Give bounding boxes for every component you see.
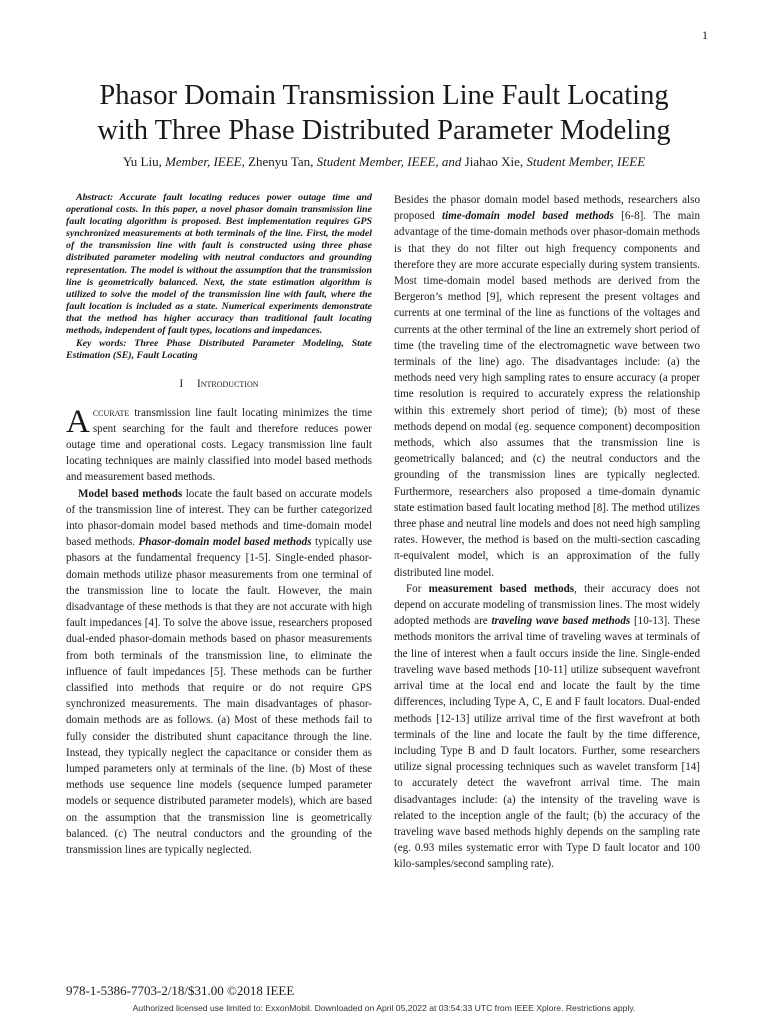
left-column	[66, 192, 372, 858]
author-1: Yu Liu,	[122, 154, 166, 169]
copyright-notice: 978-1-5386-7703-2/18/$31.00 ©2018 IEEE	[66, 983, 295, 998]
title-line-2: with Three Phase Distributed Parameter Modeling	[97, 115, 671, 146]
author-separator-1: , Zhenyu Tan,	[241, 154, 317, 169]
right-paragraph-2-text-3: [10-13]. These methods monitors the arrival time of traveling waves at terminals of the line of interest when a fault occurs inside the line. Single-ended traveling wave based methods [10-11] utilize subsequent wavefront arrival time at the local end and locate the fault by the time differences, including Type A, C, E and F fault locators. Dual-ended methods [12-13] utilize arrival time of the first wavefront at both terminals of the line and locate the fault by the time difference, including Type B and D fault locators. Further, some researchers utilize signal processing techniques such as wavelet transform [14] to accurately detect the wavefront arrival time. The main disadvantages include: (a) the intensity of the traveling wave is related to the inception angle of the fault; (b) the accuracy of the traveling wave based methods highly depends on the sampling rate (eg. 0.93 miles systematic error with Type D fault locator and 100 kilo-samples/second sampling rate).	[394, 615, 701, 871]
term-traveling-wave-methods: traveling wave based methods	[491, 615, 631, 628]
page-number: 1	[702, 28, 708, 42]
right-paragraph-1	[394, 192, 700, 581]
right-paragraph-2-text-1: For	[406, 582, 429, 595]
keywords: Key words: Three Phase Distributed Parameter Modeling, State Estimation (SE), Fault Locating	[66, 338, 372, 362]
intro-first-word: ccurate	[92, 406, 130, 419]
section-title: Introduction	[197, 378, 259, 391]
section-number: I	[179, 378, 184, 391]
author-list	[40, 154, 728, 170]
term-model-based-methods: Model based methods	[78, 487, 183, 500]
intro-paragraph-1-text: transmission line fault locating minimizes the time spent searching for the fault and therefore reduces power outage time and operational costs. Legacy transmission line fault locating techniques are mainly classified into model based methods and measurement based methods.	[66, 406, 372, 484]
term-time-domain-methods: time-domain model based methods	[442, 210, 614, 223]
section-heading-introduction	[66, 376, 372, 392]
authorized-use-notice: Authorized licensed use limited to: ExxonMobil. Downloaded on April 05,2022 at 03:54:33 UTC from IEEE Xplore. Restrictions apply.	[132, 1003, 636, 1013]
right-paragraph-2-text-2: , their accuracy does not depend on accurate modeling of transmission lines. The most widely adopted methods are	[394, 582, 700, 628]
right-paragraph-1-text-2: [6-8]. The main advantage of the time-domain methods over phasor-domain methods is that they do not filter out high frequency components and therefore they are more accurate especially during system transients. Most time-domain model based methods are derived from the Bergeron’s method [9], which represent the present voltages and currents at one terminal of the line as functions of the voltages and currents at the other terminal of the line an extremely short period of time (the traveling time of the electromagnetic wave between two terminals of the line) ago. The disadvantages include: (a) the methods need very high sampling rates to ensure accuracy (a proper time resolution is required to accurately express the relationship within this extremely short period of time); (b) most of these methods depend on modal (eg. sequence component) decomposition methods, which also assumes that the transmission line is geometrically balanced; and (c) the neutral conductors and the grounding of the transmission lines are typically neglected. Furthermore, researchers also proposed a time-domain dynamic state estimation based fault locating method [8]. The method utilizes three phase and neutral line models and does not need high sampling rates. However, the method is based on the multi-section cascading π-equivalent model, which is an approximation of the fully distributed line model.	[394, 210, 700, 579]
drop-cap: A	[66, 403, 90, 440]
paper-title	[40, 78, 728, 148]
right-paragraph-2	[394, 581, 700, 873]
intro-paragraph-2-text-2: typically use phasors at the fundamental frequency [1-5]. Single-ended phasor-domain methods utilize phasor measurements from one terminal of the transmission line to locate the fault. However, the main disadvantage of these methods is that they are not accurate with high fault impedances [4]. To solve the above issue, researchers proposed dual-ended phasor-domain methods based on phasor measurements from both terminals of the transmission line, to eliminate the influence of fault impedances [5]. These methods can be further classified into methods that require or do not require GPS synchronized measurements. The main disadvantages of phasor-domain methods are as follows. (a) Most of these methods fail to fully consider the distributed shunt capacitance through the line. Instead, they typically neglect the capacitance or consider them as lumped parameters only at terminals of the line. (b) Most of these methods use sequence line models (sequence lumped parameter models or sequence distributed parameter models), which are based on the assumption that the transmission line is geometrically balanced. (c) The neutral conductors and the grounding of the transmission lines are typically neglected.	[66, 536, 372, 856]
author-3-role: Student Member, IEEE	[526, 154, 646, 169]
abstract: Abstract: Accurate fault locating reduces power outage time and operational costs. In this paper, a novel phasor domain transmission line fault locating algorithm is proposed. Best implementation requires GPS synchronized measurements at both terminals of the line. First, the model of the transmission line with fault is constructed using three phase distributed parameter modeling with neutral conductors and grounding representation. The model is without the assumption that the transmission line is geometrically balanced. Next, the state estimation algorithm is utilized to solve the model of the transmission line with fault, where the fault location is included as a state. Numerical experiments demonstrate that the method has higher accuracy than traditional fault locating methods, independent of fault types, locations and impedances.	[66, 192, 372, 337]
term-measurement-based-methods: measurement based methods	[428, 582, 575, 595]
term-phasor-domain-methods: Phasor-domain model based methods	[138, 536, 312, 549]
intro-paragraph-1	[66, 405, 372, 486]
title-line-1: Phasor Domain Transmission Line Fault Locating	[99, 80, 669, 111]
intro-paragraph-2	[66, 486, 372, 859]
right-paragraph-1-text-1: Besides the phasor domain model based methods, researchers also proposed	[394, 194, 700, 223]
right-column	[394, 192, 700, 873]
author-separator-2: Jiahao Xie,	[461, 154, 527, 169]
author-1-role: Member, IEEE	[165, 154, 242, 169]
author-2-role: Student Member, IEEE, and	[316, 154, 462, 169]
intro-paragraph-2-text-1: locate the fault based on accurate models of the transmission line of interest. They can be further categorized into phasor-domain model based methods and time-domain model based methods.	[66, 487, 373, 549]
